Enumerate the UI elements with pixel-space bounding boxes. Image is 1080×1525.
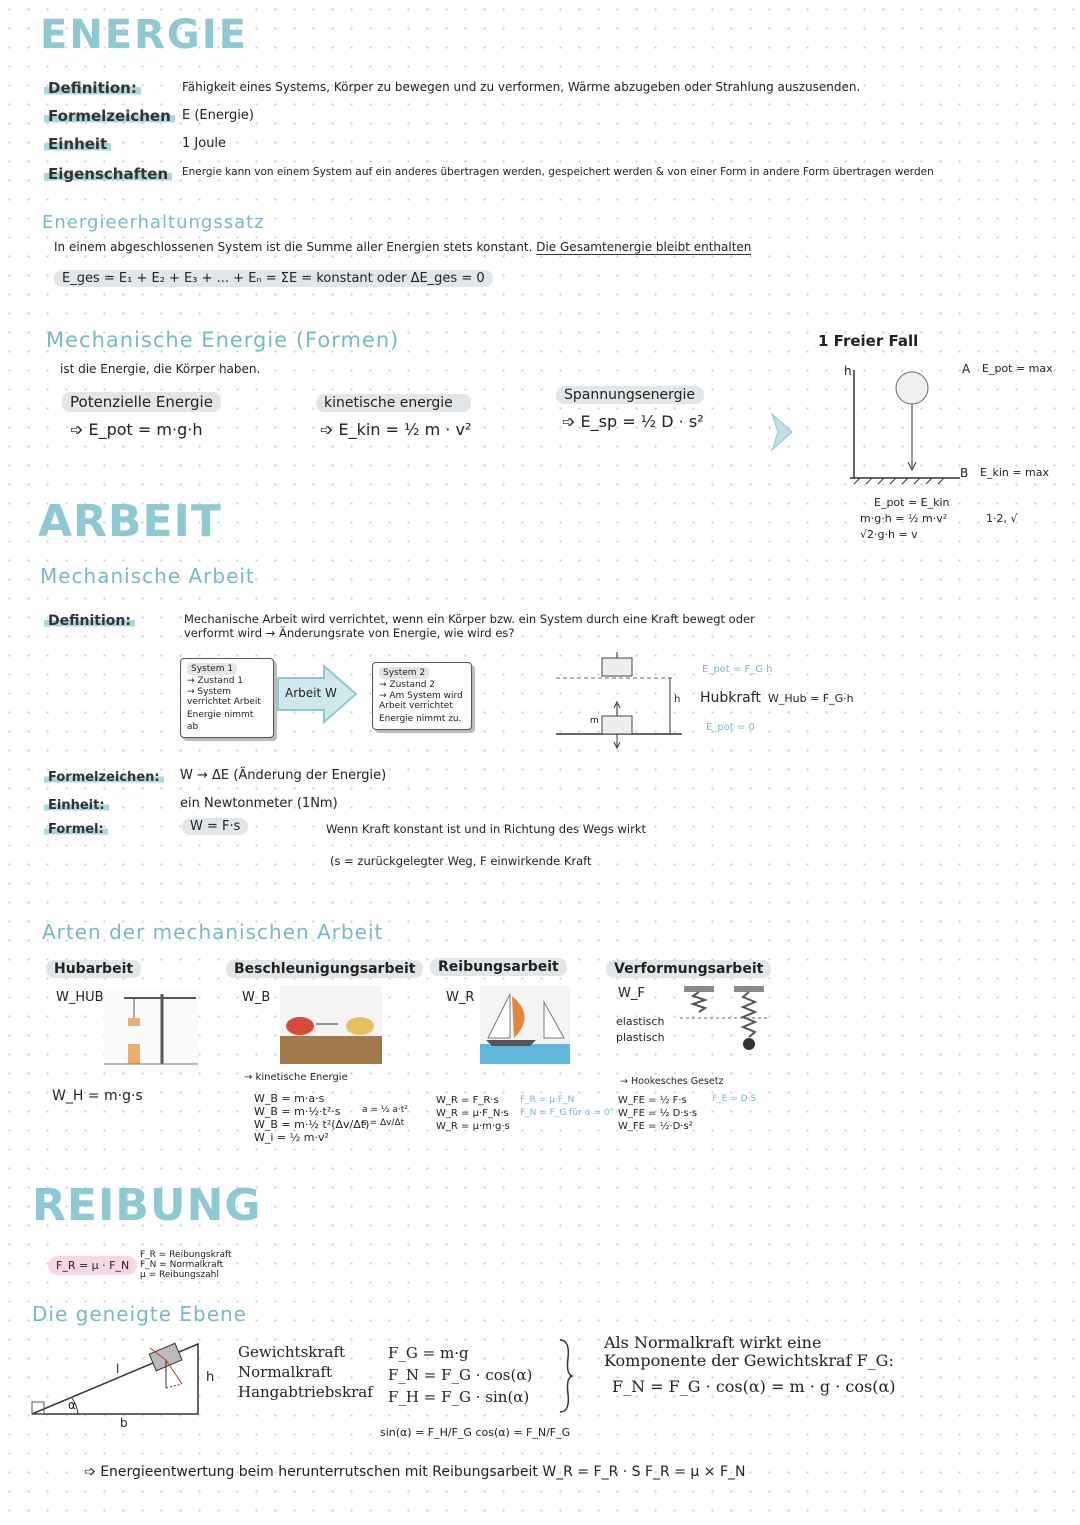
arten-name: Reibungsarbeit — [430, 958, 567, 976]
arten-side — [520, 1094, 614, 1120]
row-label: Formelzeichen — [44, 107, 175, 125]
form-name: kinetische energie — [316, 394, 471, 412]
arrow-label: Arbeit W — [285, 686, 337, 700]
ff-eq1: E_pot = E_kin — [874, 496, 950, 509]
system1-line: Energie nimmt ab — [187, 710, 254, 732]
kind-plastisch: plastisch — [616, 1031, 665, 1044]
arten-name: Verformungsarbeit — [606, 960, 771, 978]
arten-symbol: W_B — [242, 990, 271, 1005]
form-name: Potenzielle Energie — [62, 392, 221, 412]
arten-note: → Hookesches Gesetz — [620, 1076, 724, 1087]
bullet-icon: ➩ — [562, 412, 581, 431]
arten-symbol: W_F — [618, 986, 645, 1001]
arten-side-2: s = Δv/Δt — [362, 1118, 405, 1128]
ebene-title: Die geneigte Ebene — [32, 1302, 247, 1326]
system2-line: → Am System wird Arbeit verrichtet — [379, 691, 463, 711]
arten-side — [362, 1104, 408, 1130]
arten-symbol: W_HUB — [56, 990, 104, 1005]
arbeit-row-label: Formelzeichen: — [44, 770, 164, 785]
spring-illustration — [680, 982, 770, 1060]
ebene-alpha: α — [68, 1398, 76, 1412]
legend-item: μ = Reibungszahl — [140, 1270, 219, 1280]
arrow-right-icon — [770, 408, 794, 456]
crane-illustration — [104, 988, 198, 1068]
hub-h: h — [674, 694, 681, 705]
arbeit-def-1: Mechanische Arbeit wird verrichtet, wenn ein Körper bzw. ein System durch eine Kraft bewegt oder — [184, 612, 755, 626]
inclined-plane-diagram — [28, 1336, 208, 1420]
hub-formula: W_Hub = F_G·h — [768, 692, 854, 705]
ebene-h: h — [206, 1370, 215, 1385]
ff-b: B — [960, 466, 969, 480]
ff-eq3: √2·g·h = v — [860, 528, 918, 541]
system2-line: Energie nimmt zu. — [379, 714, 462, 724]
energie-title-bg: ENERGIE — [40, 12, 248, 58]
arten-title: Arten der mechanischen Arbeit — [42, 920, 384, 944]
ebene-note-2: Komponente der Gewichtskraf F_G: — [604, 1351, 894, 1370]
bullet-icon: ➩ — [70, 420, 89, 439]
arbeit-row-text: W → ΔE (Änderung der Energie) — [180, 768, 387, 783]
ebene-label: Normalkraft — [238, 1363, 333, 1381]
hub-epot-top: E_pot = F_G·h — [702, 664, 773, 675]
car-illustration — [280, 986, 382, 1064]
legend-item: F_R = Reibungskraft — [140, 1250, 232, 1260]
legend-item: F_N = Normalkraft — [140, 1260, 224, 1270]
bullet-icon: ➩ — [320, 420, 339, 439]
row-label: Eigenschaften — [44, 165, 172, 183]
arbeit-row-label: Formel: — [44, 822, 108, 837]
arten-formula: W_FE = ½·D·s² — [618, 1121, 693, 1132]
form-sp — [556, 386, 704, 431]
arten-name: Hubarbeit — [46, 960, 141, 978]
arten-formulas — [254, 1092, 369, 1144]
erhaltung-text-1: In einem abgeschlossenen System ist die Summe aller Energien stets konstant. — [54, 240, 533, 254]
ebene-formula: F_N = F_G · cos(α) — [388, 1366, 533, 1384]
arten-side-2: F_N = F_G für α = 0° — [520, 1108, 615, 1118]
ebene-labels — [238, 1342, 373, 1402]
ff-eq2: m·g·h = ½ m·v² — [860, 512, 948, 525]
row-text: E (Energie) — [182, 108, 254, 123]
ebene-b: b — [120, 1416, 128, 1430]
kind-elastisch: elastisch — [616, 1015, 665, 1028]
erhaltung-formula: E_ges = E₁ + E₂ + E₃ + ... + Eₙ = ΣE = konstant oder ΔE_ges = 0 — [54, 270, 493, 287]
arten-formula: W_FE = ½ F·s — [618, 1095, 687, 1106]
ebene-trig: sin(α) = F_H/F_G cos(α) = F_N/F_G — [380, 1426, 571, 1439]
system1-title: System 1 — [187, 663, 237, 675]
ebene-note-1: Als Normalkraft wirkt eine — [604, 1333, 822, 1352]
arbeit-sub: Mechanische Arbeit — [40, 564, 255, 588]
ebene-note-3: F_N = F_G · cos(α) = m · g · cos(α) — [612, 1377, 896, 1396]
arten-side-1: F_R = μ·F_N — [520, 1095, 575, 1105]
mech-energie-intro: ist die Energie, die Körper haben. — [60, 362, 261, 376]
system1-box — [180, 658, 274, 738]
row-text: 1 Joule — [182, 136, 227, 151]
ebene-label: Hangabtriebskraf — [238, 1383, 373, 1401]
arten-formula: W_R = μ·F_N·s — [436, 1108, 509, 1119]
freier-fall-title: 1 Freier Fall — [818, 332, 919, 350]
reibung-legend — [140, 1250, 232, 1280]
hub-label: Hubkraft — [700, 690, 761, 706]
mech-energie-title: Mechanische Energie (Formen) — [46, 328, 400, 352]
arten-formulas — [618, 1094, 697, 1133]
formel-note2: (s = zurückgelegter Weg, F einwirkende Kraft — [330, 854, 592, 868]
ebene-formulas — [388, 1342, 532, 1408]
sailboat-illustration — [480, 986, 570, 1064]
arbeit-title: ARBEIT — [38, 496, 222, 547]
arten-formula: W_FE = ½ D·s·s — [618, 1108, 698, 1119]
arten-symbol: W_R — [446, 990, 475, 1005]
ebene-label: Gewichtskraft — [238, 1343, 346, 1361]
form-formula: ➩ E_sp = ½ D · s² — [562, 412, 704, 431]
hub-epot-bottom: E_pot = 0 — [706, 722, 755, 733]
ff-epot-max: E_pot = max — [982, 362, 1053, 375]
ebene-formula: F_H = F_G · sin(α) — [388, 1388, 530, 1406]
arten-side: F_E = D·S — [712, 1094, 757, 1104]
system2-box — [372, 662, 472, 730]
form-kin — [316, 394, 471, 439]
ff-h: h — [844, 364, 852, 378]
arten-formula: W_R = μ·m·g·s — [436, 1121, 510, 1132]
arten-name: Beschleunigungsarbeit — [226, 960, 423, 978]
form-formula: ➩ E_pot = m·g·h — [70, 420, 203, 439]
row-text: Energie kann von einem System auf ein anderes übertragen werden, gespeichert werden & von einer Form in andere Form übertragen werden — [182, 166, 934, 178]
arbeit-row-text: ein Newtonmeter (1Nm) — [180, 796, 338, 811]
arten-side-1: a = ½ a·t² — [362, 1105, 408, 1115]
arbeit-row-label: Einheit: — [44, 798, 109, 813]
ebene-formula: F_G = m·g — [388, 1344, 469, 1362]
arten-formula: W_i = ½ m·v² — [254, 1131, 329, 1144]
ff-side: 1·2, √ — [986, 512, 1018, 525]
system1-line: → Zustand 1 — [187, 676, 244, 686]
arbeit-def-2: verformt wird → Änderungsrate von Energie, wie wird es? — [184, 626, 515, 640]
ebene-bottom: ➩ Energieentwertung beim herunterrutschen mit Reibungsarbeit W_R = F_R · S F_R = μ × F_N — [84, 1464, 746, 1480]
ebene-note — [604, 1334, 896, 1396]
form-formula: ➩ E_kin = ½ m · v² — [320, 420, 472, 439]
form-name: Spannungsenergie — [556, 386, 704, 404]
brace-icon — [556, 1338, 576, 1414]
ebene-l: l — [116, 1362, 120, 1376]
arbeit-def-label: Definition: — [44, 613, 135, 629]
formel-note: Wenn Kraft konstant ist und in Richtung des Wegs wirkt — [326, 822, 647, 836]
arten-formula: W_B = m·½ t²(Δv/Δt) — [254, 1118, 370, 1131]
row-text: Fähigkeit eines Systems, Körper zu bewegen und zu verformen, Wärme abzugeben oder Strahlung auszusenden. — [182, 80, 861, 94]
arten-formulas — [436, 1094, 510, 1133]
erhaltung-text-2: Die Gesamtenergie bleibt enthalten — [536, 240, 752, 254]
arten-note: → kinetische Energie — [244, 1072, 348, 1083]
form-pot — [62, 392, 221, 439]
hub-m: m — [590, 716, 599, 726]
hubkraft-diagram — [552, 650, 692, 752]
row-label: Einheit — [44, 135, 111, 153]
bullet-icon: ➩ — [84, 1464, 101, 1480]
ff-a: A — [962, 362, 971, 376]
system2-title: System 2 — [379, 667, 429, 679]
ff-ekin-max: E_kin = max — [980, 466, 1050, 479]
arten-formula: W_R = F_R·s — [436, 1095, 499, 1106]
arten-kinds — [616, 1014, 665, 1046]
arten-formula: W_B = m·a·s — [254, 1092, 325, 1105]
erhaltung-title: Energieerhaltungssatz — [42, 212, 265, 233]
arbeit-def — [184, 612, 755, 640]
system2-line: → Zustand 2 — [379, 680, 436, 690]
reibung-title: REIBUNG — [32, 1180, 262, 1231]
row-label: Definition: — [44, 79, 141, 97]
erhaltung-text — [54, 240, 751, 254]
arten-formula: W_B = m·½·t²·s — [254, 1105, 341, 1118]
reibung-formula: F_R = μ · F_N — [48, 1256, 137, 1275]
arten-formula: W_H = m·g·s — [52, 1088, 143, 1104]
arbeit-row-text: W = F·s — [182, 818, 248, 835]
system1-line: → System verrichtet Arbeit — [187, 687, 261, 707]
